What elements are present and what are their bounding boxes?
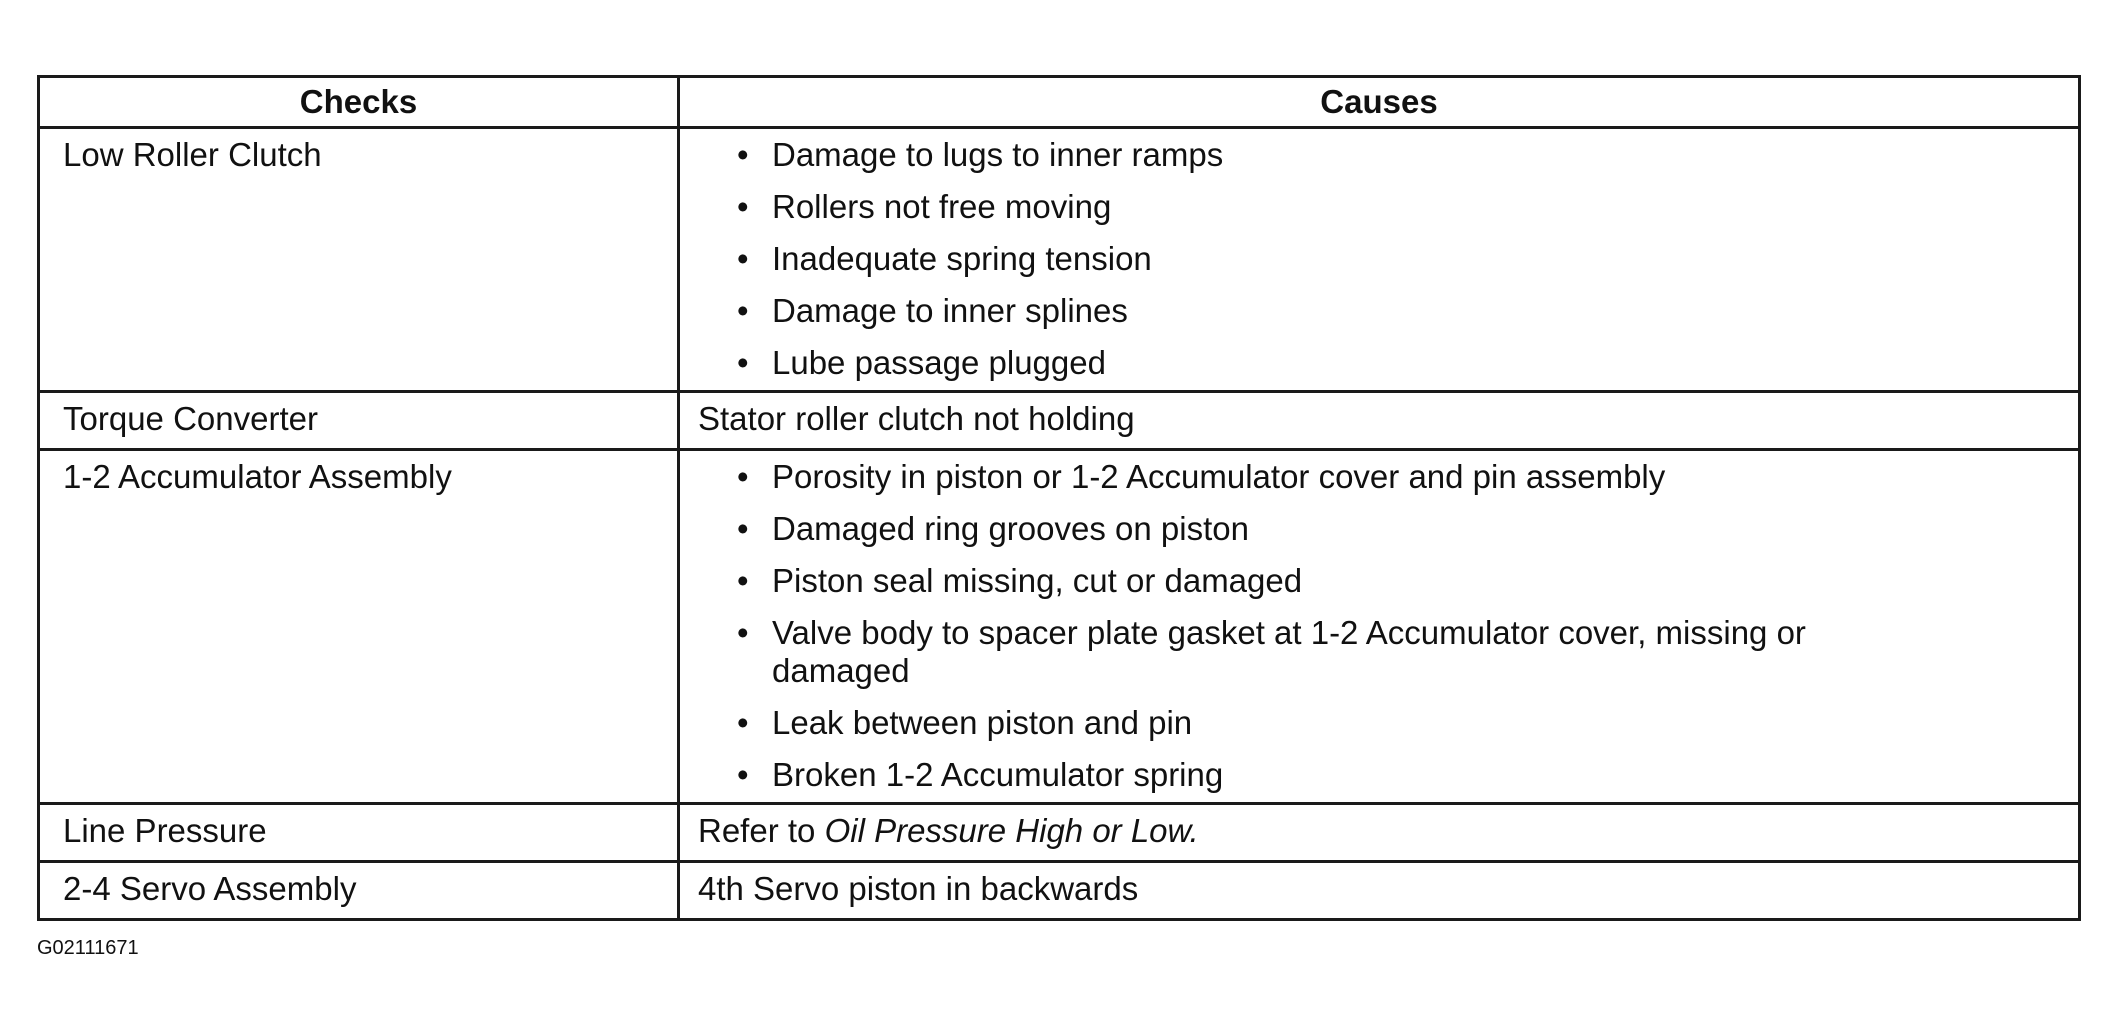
table-row bbox=[39, 128, 2080, 392]
cause-list bbox=[737, 458, 2078, 794]
list-item bbox=[737, 510, 2078, 548]
cause-list bbox=[737, 136, 2078, 382]
cause-text: Damage to lugs to inner ramps bbox=[772, 136, 1224, 173]
check-cell: 2-4 Servo Assembly bbox=[39, 862, 679, 920]
bullet-icon: • bbox=[737, 458, 749, 495]
list-item bbox=[737, 458, 2078, 496]
bullet-icon: • bbox=[737, 510, 749, 547]
cause-text: Damage to inner splines bbox=[772, 292, 1128, 329]
cause-text: Rollers not free moving bbox=[772, 188, 1112, 225]
bullet-icon: • bbox=[737, 188, 749, 225]
causes-cell bbox=[679, 450, 2080, 804]
list-item bbox=[737, 136, 2078, 174]
causes-cell bbox=[679, 128, 2080, 392]
cross-reference-link[interactable]: Oil Pressure High or Low. bbox=[824, 812, 1199, 849]
bullet-icon: • bbox=[737, 614, 749, 651]
diagnosis-table bbox=[37, 75, 2081, 921]
list-item bbox=[737, 240, 2078, 278]
table-row bbox=[39, 450, 2080, 804]
bullet-icon: • bbox=[737, 756, 749, 793]
list-item bbox=[737, 614, 2078, 690]
list-item bbox=[737, 292, 2078, 330]
bullet-icon: • bbox=[737, 136, 749, 173]
bullet-icon: • bbox=[737, 704, 749, 741]
list-item bbox=[737, 756, 2078, 794]
header-checks: Checks bbox=[39, 77, 679, 128]
cause-text: Piston seal missing, cut or damaged bbox=[772, 562, 1303, 599]
cause-text: Inadequate spring tension bbox=[772, 240, 1152, 277]
cause-text: Lube passage plugged bbox=[772, 344, 1106, 381]
list-item bbox=[737, 562, 2078, 600]
cause-text: Stator roller clutch not holding bbox=[679, 392, 2080, 450]
cause-text: Leak between piston and pin bbox=[772, 704, 1193, 741]
cause-text: Porosity in piston or 1-2 Accumulator cover and pin assembly bbox=[772, 458, 1666, 495]
cause-text: Broken 1-2 Accumulator spring bbox=[772, 756, 1224, 793]
cause-text: Damaged ring grooves on piston bbox=[772, 510, 1249, 547]
table-header-row bbox=[39, 77, 2080, 128]
bullet-icon: • bbox=[737, 240, 749, 277]
causes-cell bbox=[679, 804, 2080, 862]
table-row bbox=[39, 392, 2080, 450]
bullet-icon: • bbox=[737, 344, 749, 381]
list-item bbox=[737, 188, 2078, 226]
check-cell: 1-2 Accumulator Assembly bbox=[39, 450, 679, 804]
table-row bbox=[39, 804, 2080, 862]
check-cell: Low Roller Clutch bbox=[39, 128, 679, 392]
bullet-icon: • bbox=[737, 562, 749, 599]
list-item bbox=[737, 344, 2078, 382]
figure-id: G02111671 bbox=[37, 937, 139, 959]
check-cell: Torque Converter bbox=[39, 392, 679, 450]
table-row bbox=[39, 862, 2080, 920]
cause-text: Refer to bbox=[698, 812, 825, 849]
header-causes: Causes bbox=[679, 77, 2080, 128]
check-cell: Line Pressure bbox=[39, 804, 679, 862]
list-item bbox=[737, 704, 2078, 742]
cause-text: 4th Servo piston in backwards bbox=[679, 862, 2080, 920]
cause-text: Valve body to spacer plate gasket at 1-2 Accumulator cover, missing or damaged bbox=[772, 614, 1806, 689]
bullet-icon: • bbox=[737, 292, 749, 329]
